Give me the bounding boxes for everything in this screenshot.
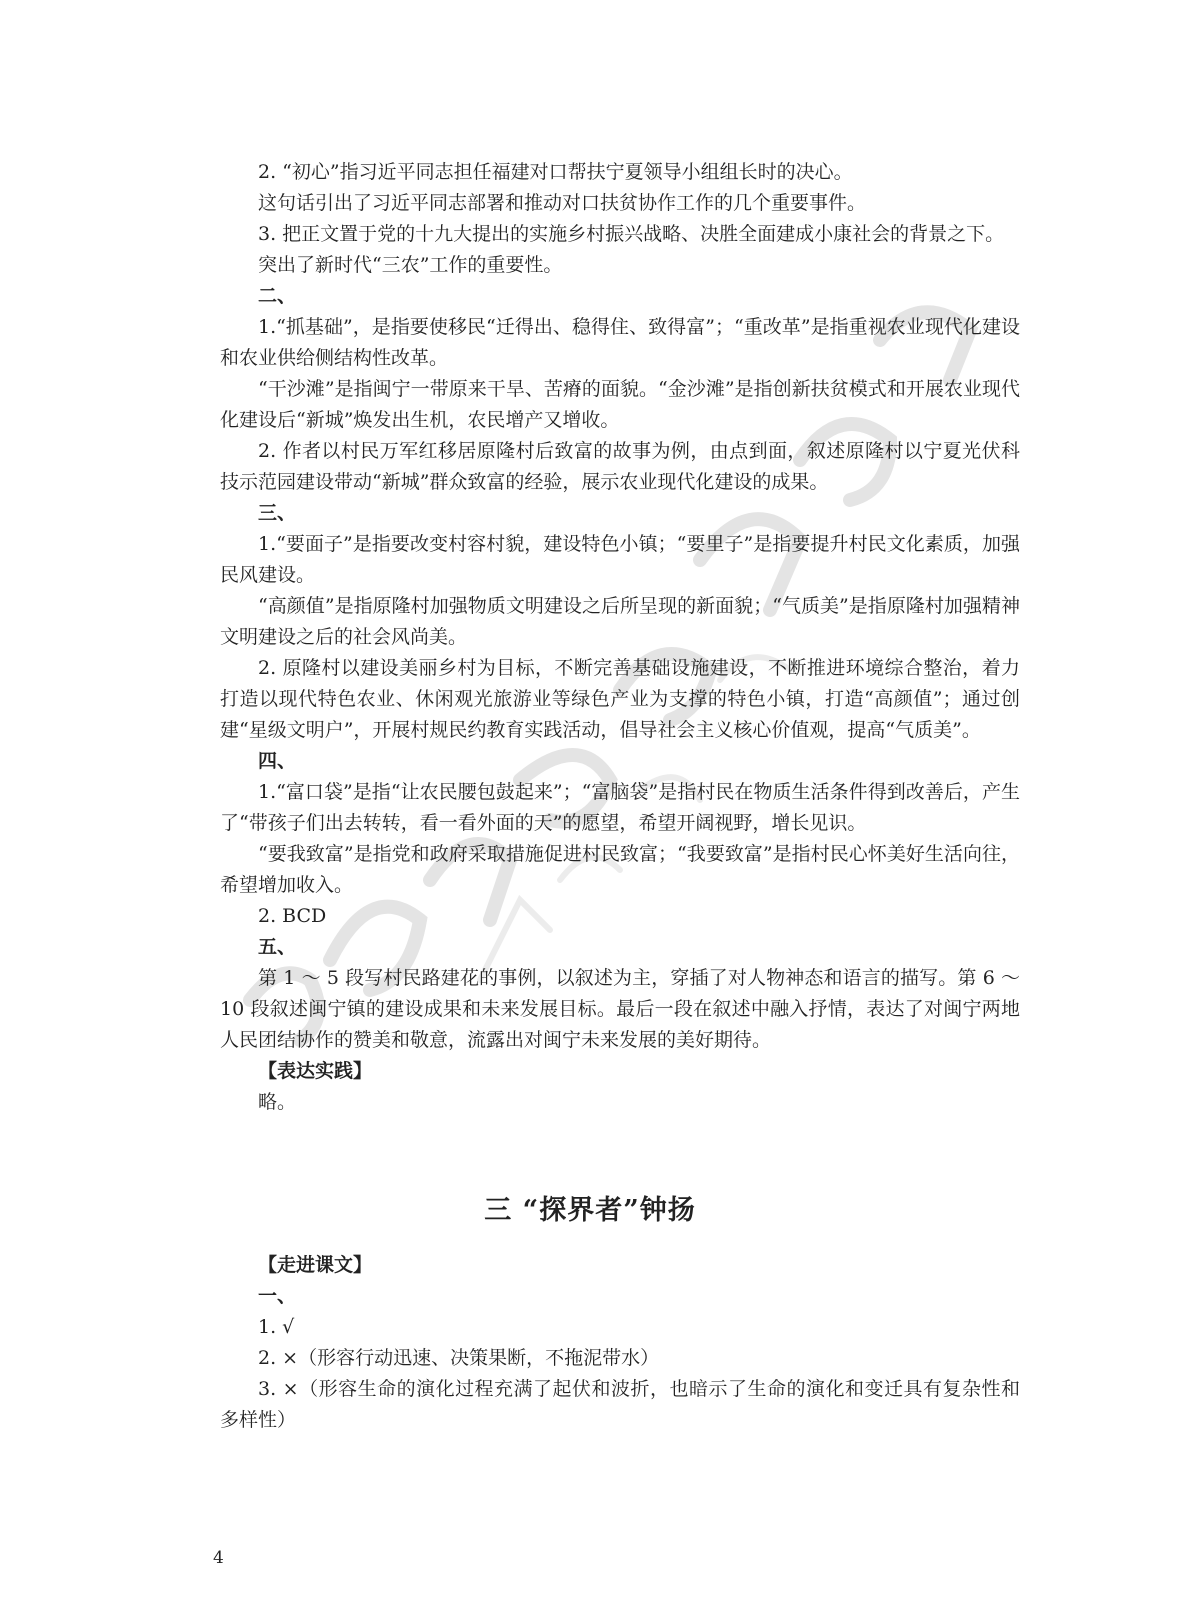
paragraph: “高颜值”是指原隆村加强物质文明建设之后所呈现的新面貌；“气质美”是指原隆村加强精神文明建设之后的社会风尚美。 xyxy=(220,595,1020,648)
section-heading: 【走进课文】 xyxy=(258,1254,373,1276)
answer-line: 2. ×（形容行动迅速、决策果断，不拖泥带水） xyxy=(258,1347,660,1369)
section-heading: 三、 xyxy=(258,502,297,524)
answer-line: 3. ×（形容生命的演化过程充满了起伏和波折，也暗示了生命的演化和变迁具有复杂性和多样性） xyxy=(220,1378,1020,1431)
text-line: 3. 把正文置于党的十九大提出的实施乡村振兴战略、决胜全面建成小康社会的背景之下。 xyxy=(258,223,1005,245)
text-line: 这句话引出了习近平同志部署和推动对口扶贫协作工作的几个重要事件。 xyxy=(258,192,867,214)
section-heading: 二、 xyxy=(258,285,297,307)
paragraph: 第 1 ～ 5 段写村民路建花的事例，以叙述为主，穿插了对人物神态和语言的描写。第 6 ～ 10 段叙述闽宁镇的建设成果和未来发展目标。最后一段在叙述中融入抒情，表达了对闽宁两地人民团结协作的赞美和敬意，流露出对闽宁未来发展的美好期待。 xyxy=(220,967,1020,1051)
chapter-answers xyxy=(220,1250,1020,1436)
answer-line: 1. √ xyxy=(258,1316,295,1338)
paragraph: 1.“要面子”是指要改变村容村貌，建设特色小镇；“要里子”是指要提升村民文化素质，加强民风建设。 xyxy=(220,533,1020,586)
paragraph: 2. 作者以村民万军红移居原隆村后致富的故事为例，由点到面，叙述原隆村以宁夏光伏科技示范园建设带动“新城”群众致富的经验，展示农业现代化建设的成果。 xyxy=(220,440,1020,493)
paragraph: 1.“抓基础”，是指要使移民“迁得出、稳得住、致得富”；“重改革”是指重视农业现代化建设和农业供给侧结构性改革。 xyxy=(220,316,1020,369)
text-line: 突出了新时代“三农”工作的重要性。 xyxy=(258,254,563,276)
section-heading: 一、 xyxy=(258,1285,297,1307)
paragraph: “干沙滩”是指闽宁一带原来干旱、苦瘠的面貌。“金沙滩”是指创新扶贫模式和开展农业现代化建设后“新城”焕发出生机，农民增产又增收。 xyxy=(220,378,1020,431)
section-heading: 四、 xyxy=(258,750,297,772)
paragraph: “要我致富”是指党和政府采取措施促进村民致富；“我要致富”是指村民心怀美好生活向往，希望增加收入。 xyxy=(220,843,1020,896)
paragraph: 2. BCD xyxy=(258,905,327,927)
paragraph: 1.“富口袋”是指“让农民腰包鼓起来”；“富脑袋”是指村民在物质生活条件得到改善后，产生了“带孩子们出去转转，看一看外面的天”的愿望，希望开阔视野，增长见识。 xyxy=(220,781,1020,834)
paragraph: 2. 原隆村以建设美丽乡村为目标，不断完善基础设施建设，不断推进环境综合整治，着力打造以现代特色农业、休闲观光旅游业等绿色产业为支撑的特色小镇，打造“高颜值”；通过创建“星级文明户”，开展村规民约教育实践活动，倡导社会主义核心价值观，提高“气质美”。 xyxy=(220,657,1020,741)
section-heading: 【表达实践】 xyxy=(258,1060,373,1082)
text-line: 2. “初心”指习近平同志担任福建对口帮扶宁夏领导小组组长时的决心。 xyxy=(258,161,853,183)
page-number: 4 xyxy=(213,1548,224,1568)
paragraph: 略。 xyxy=(258,1091,297,1113)
section-heading: 五、 xyxy=(258,936,297,958)
chapter-title: 三 “探界者”钟扬 xyxy=(484,1195,696,1226)
answer-text-block xyxy=(220,157,1020,1118)
